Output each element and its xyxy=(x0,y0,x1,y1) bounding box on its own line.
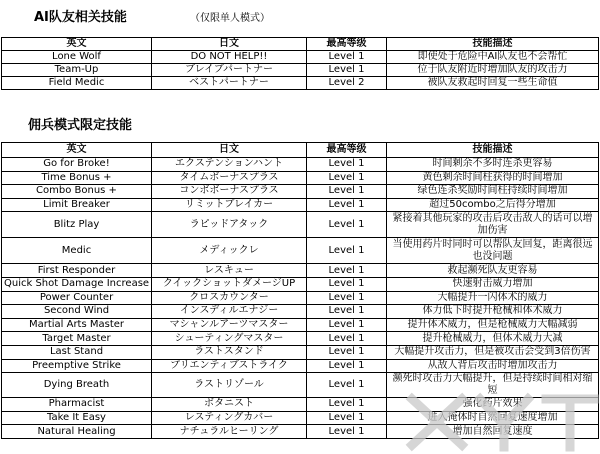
table-row xyxy=(2,171,599,185)
skill-english-name: Martial Arts Master xyxy=(2,318,152,332)
skill-english-name: Medic xyxy=(2,238,152,264)
skill-max-level: Level 2 xyxy=(307,77,387,90)
skill-max-level: Level 1 xyxy=(307,264,387,278)
skill-max-level: Level 1 xyxy=(307,51,387,64)
table-row xyxy=(2,411,599,425)
table-row xyxy=(2,318,599,332)
skill-max-level: Level 1 xyxy=(307,64,387,77)
section-mercenaries-title: 佣兵模式限定技能 xyxy=(28,118,133,133)
table-row xyxy=(2,64,599,77)
skill-description: 提升体术威力，但是枪械威力大幅减弱 xyxy=(387,318,599,332)
skill-english-name: Limit Breaker xyxy=(2,198,152,212)
table-row xyxy=(2,264,599,278)
skill-description: 大幅提升一闪体术的威力 xyxy=(387,291,599,305)
header-max-level: 最高等级 xyxy=(307,143,387,158)
skill-japanese-name: コンボボーナスプラス xyxy=(152,185,307,199)
skill-description: 大幅提升攻击力，但是被攻击会受到3倍伤害 xyxy=(387,345,599,359)
header-japanese: 日文 xyxy=(152,38,307,51)
skill-max-level: Level 1 xyxy=(307,185,387,199)
table-row xyxy=(2,398,599,412)
skill-japanese-name: シューティングマスター xyxy=(152,332,307,346)
skill-max-level: Level 1 xyxy=(307,398,387,412)
skill-japanese-name: プリエンティブストライク xyxy=(152,359,307,373)
skill-english-name: Pharmacist xyxy=(2,398,152,412)
table-row xyxy=(2,238,599,264)
skill-japanese-name: ナチュラルヒーリング xyxy=(152,425,307,439)
skill-description: 被队友救起时回复一些生命值 xyxy=(387,77,599,90)
table-row xyxy=(2,305,599,319)
skill-max-level: Level 1 xyxy=(307,345,387,359)
skill-english-name: Last Stand xyxy=(2,345,152,359)
skill-english-name: Time Bonus + xyxy=(2,171,152,185)
table-row xyxy=(2,291,599,305)
skill-japanese-name: リミットブレイカー xyxy=(152,198,307,212)
table-row xyxy=(2,198,599,212)
skill-max-level: Level 1 xyxy=(307,212,387,238)
skill-description: 强化药片效果 xyxy=(387,398,599,412)
skill-description: 从敌人背后攻击时增加攻击力 xyxy=(387,359,599,373)
skill-english-name: Second Wind xyxy=(2,305,152,319)
skill-max-level: Level 1 xyxy=(307,291,387,305)
skill-max-level: Level 1 xyxy=(307,158,387,172)
header-japanese: 日文 xyxy=(152,143,307,158)
skill-description: 增加自然回复速度 xyxy=(387,425,599,439)
skill-description: 绿色连杀奖励时间柱持续时间增加 xyxy=(387,185,599,199)
skill-english-name: Dying Breath xyxy=(2,373,152,398)
skill-japanese-name: レスティングカバー xyxy=(152,411,307,425)
table-row xyxy=(2,373,599,398)
skill-japanese-name: クイックショットダメージUP xyxy=(152,277,307,291)
skill-japanese-name: ラピッドアタック xyxy=(152,212,307,238)
skill-description: 黄色剩余时间柱获得的时间增加 xyxy=(387,171,599,185)
table-row xyxy=(2,425,599,439)
skill-japanese-name: メディックレ xyxy=(152,238,307,264)
skill-max-level: Level 1 xyxy=(307,277,387,291)
skill-max-level: Level 1 xyxy=(307,238,387,264)
table-row xyxy=(2,345,599,359)
section-ai-partner-title: AI队友相关技能 xyxy=(34,10,127,25)
ai-partner-skills-table xyxy=(1,37,599,90)
skill-max-level: Level 1 xyxy=(307,305,387,319)
skill-english-name: Power Counter xyxy=(2,291,152,305)
skill-description: 当使用药片时同时可以帮队友回复，距离很远也没问题 xyxy=(387,238,599,264)
table-row xyxy=(2,359,599,373)
skill-japanese-name: DO NOT HELP!! xyxy=(152,51,307,64)
skill-english-name: Target Master xyxy=(2,332,152,346)
skill-english-name: Quick Shot Damage Increase xyxy=(2,277,152,291)
table-header-row xyxy=(2,38,599,51)
header-english: 英文 xyxy=(2,38,152,51)
skill-japanese-name: マシャンルアーツマスター xyxy=(152,318,307,332)
header-english: 英文 xyxy=(2,143,152,158)
skill-description: 即使处于危险中AI队友也不会帮忙 xyxy=(387,51,599,64)
skill-english-name: Lone Wolf xyxy=(2,51,152,64)
skill-japanese-name: ブレイブパートナー xyxy=(152,64,307,77)
skill-japanese-name: ラストスタンド xyxy=(152,345,307,359)
skill-english-name: First Responder xyxy=(2,264,152,278)
skill-english-name: Combo Bonus + xyxy=(2,185,152,199)
skill-english-name: Blitz Play xyxy=(2,212,152,238)
skill-max-level: Level 1 xyxy=(307,411,387,425)
skill-max-level: Level 1 xyxy=(307,171,387,185)
skill-description: 超过50combo之后得分增加 xyxy=(387,198,599,212)
skill-max-level: Level 1 xyxy=(307,359,387,373)
skill-description: 救起濒死队友更容易 xyxy=(387,264,599,278)
skill-english-name: Take It Easy xyxy=(2,411,152,425)
skill-max-level: Level 1 xyxy=(307,198,387,212)
skill-max-level: Level 1 xyxy=(307,318,387,332)
skill-max-level: Level 1 xyxy=(307,425,387,439)
mercenaries-skills-table xyxy=(1,142,599,439)
skill-japanese-name: エクステンションハント xyxy=(152,158,307,172)
skill-english-name: Natural Healing xyxy=(2,425,152,439)
skill-japanese-name: レスキュー xyxy=(152,264,307,278)
skill-description: 濒死时攻击力大幅提升，但是持续时间相对缩短 xyxy=(387,373,599,398)
table-row xyxy=(2,277,599,291)
table-row xyxy=(2,77,599,90)
skill-description: 进入掩体时自然回复速度增加 xyxy=(387,411,599,425)
solo-mode-note: （仅限单人模式） xyxy=(190,13,270,24)
skill-description: 位于队友附近时增加队友的攻击力 xyxy=(387,64,599,77)
skill-english-name: Go for Broke! xyxy=(2,158,152,172)
skill-description: 时间剩余不多时连杀更容易 xyxy=(387,158,599,172)
table-row xyxy=(2,51,599,64)
skill-japanese-name: インスディルエナジー xyxy=(152,305,307,319)
skill-japanese-name: ラストリゾール xyxy=(152,373,307,398)
skill-english-name: Preemptive Strike xyxy=(2,359,152,373)
skill-description: 体力低下时提升枪械和体术威力 xyxy=(387,305,599,319)
table-row xyxy=(2,158,599,172)
skill-english-name: Team-Up xyxy=(2,64,152,77)
skill-description: 提升枪械威力，但体术威力大减 xyxy=(387,332,599,346)
header-max-level: 最高等级 xyxy=(307,38,387,51)
skill-max-level: Level 1 xyxy=(307,332,387,346)
skill-description: 快速射击威力增加 xyxy=(387,277,599,291)
table-header-row xyxy=(2,143,599,158)
table-row xyxy=(2,212,599,238)
table-row xyxy=(2,185,599,199)
skill-description: 紧接着其他玩家的攻击后攻击敌人的话可以增加伤害 xyxy=(387,212,599,238)
table-row xyxy=(2,332,599,346)
skill-max-level: Level 1 xyxy=(307,373,387,398)
skill-japanese-name: ベストパートナー xyxy=(152,77,307,90)
header-description: 技能描述 xyxy=(387,38,599,51)
skill-japanese-name: ボタニスト xyxy=(152,398,307,412)
skill-japanese-name: クロスカウンター xyxy=(152,291,307,305)
skill-english-name: Field Medic xyxy=(2,77,152,90)
header-description: 技能描述 xyxy=(387,143,599,158)
skill-japanese-name: タイムボーナスプラス xyxy=(152,171,307,185)
